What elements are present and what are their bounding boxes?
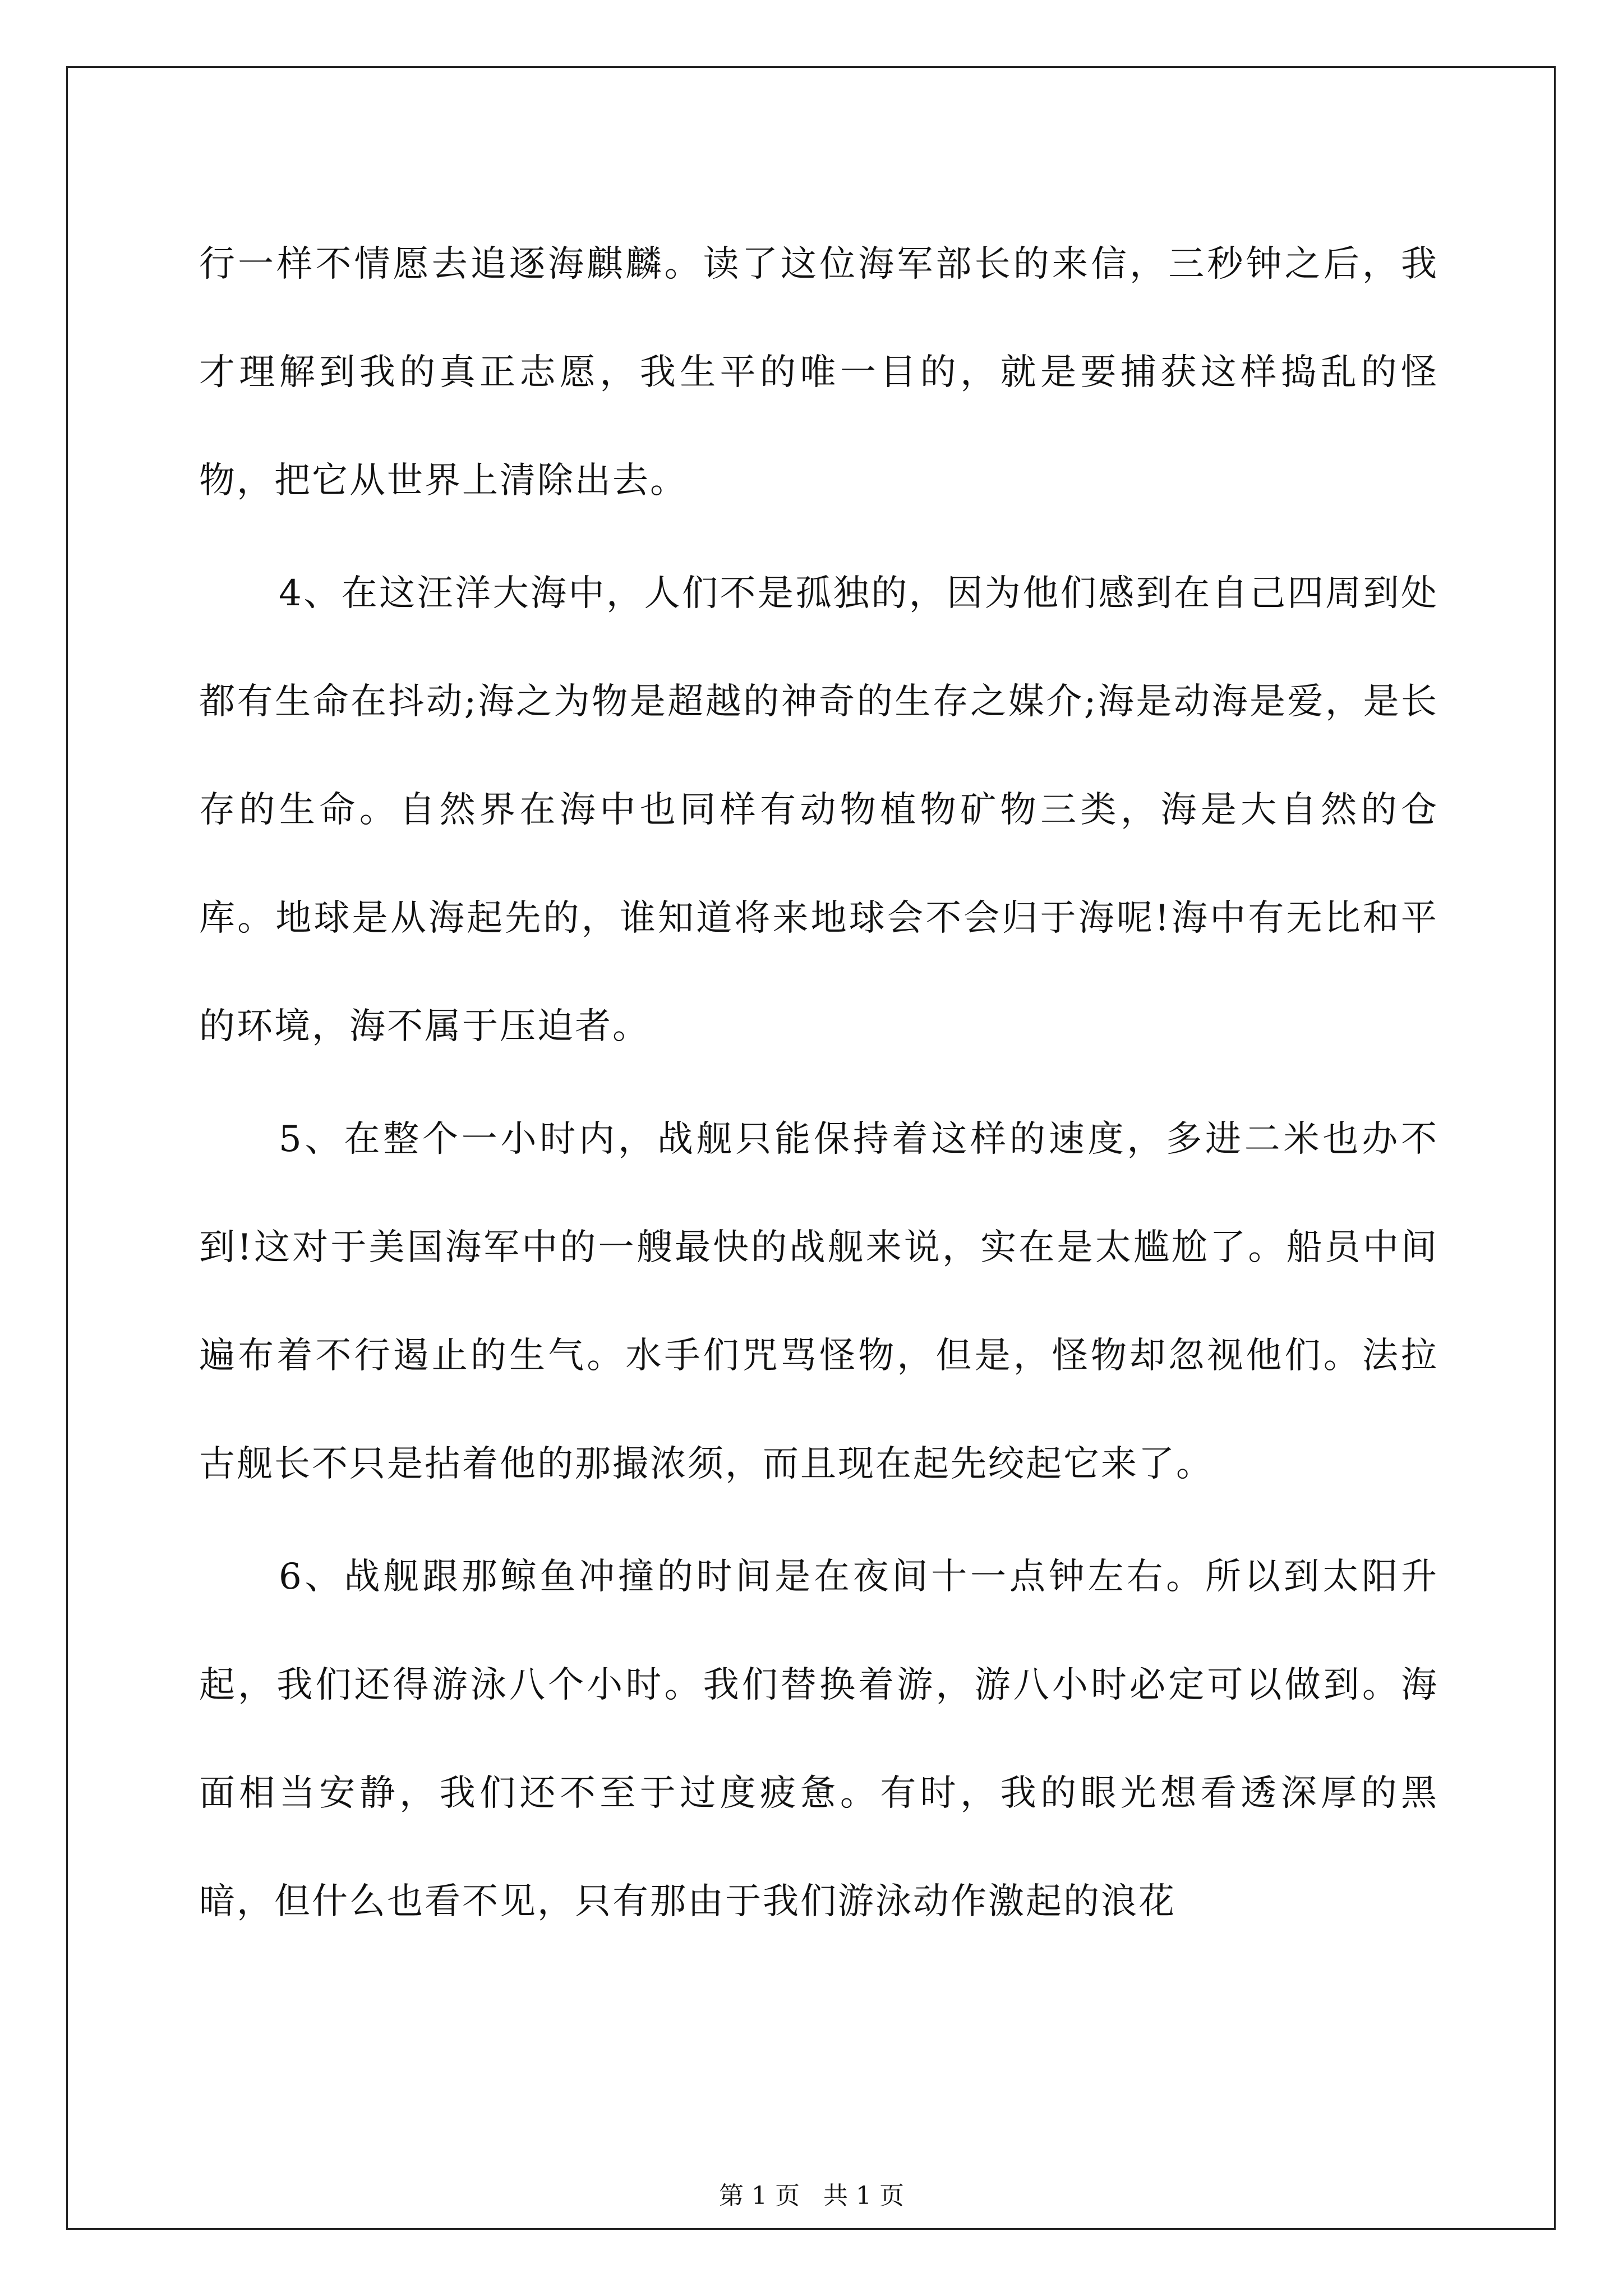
document-body [199, 210, 1438, 1956]
page-number-label: 第 1 页 共 1 页 [719, 2182, 904, 2210]
paragraph-2: 4、在这汪洋大海中，人们不是孤独的，因为他们感到在自己四周到处都有生命在抖动;海之为物是超越的神奇的生存之媒介;海是动海是爱，是长存的生命。自然界在海中也同样有动物植物矿物三类，海是大自然的仓库。地球是从海起先的，谁知道将来地球会不会归于海呢!海中有无比和平的环境，海不属于压迫者。 [199, 573, 1438, 1047]
page-footer [0, 2175, 1623, 2211]
paragraph-3: 5、在整个一小时内，战舰只能保持着这样的速度，多进二米也办不到!这对于美国海军中的一艘最快的战舰来说，实在是太尴尬了。船员中间遍布着不行遏止的生气。水手们咒骂怪物，但是，怪物却忽视他们。法拉古舰长不只是拈着他的那撮浓须，而且现在起先绞起它来了。 [199, 1119, 1438, 1485]
paragraph-1: 行一样不情愿去追逐海麒麟。读了这位海军部长的来信，三秒钟之后，我才理解到我的真正志愿，我生平的唯一目的，就是要捕获这样捣乱的怪物，把它从世界上清除出去。 [199, 243, 1438, 501]
paragraph-4: 6、战舰跟那鲸鱼冲撞的时间是在夜间十一点钟左右。所以到太阳升起，我们还得游泳八个小时。我们替换着游，游八小时必定可以做到。海面相当安静，我们还不至于过度疲惫。有时，我的眼光想看透深厚的黑暗，但什么也看不见，只有那由于我们游泳动作激起的浪花 [199, 1556, 1438, 1922]
